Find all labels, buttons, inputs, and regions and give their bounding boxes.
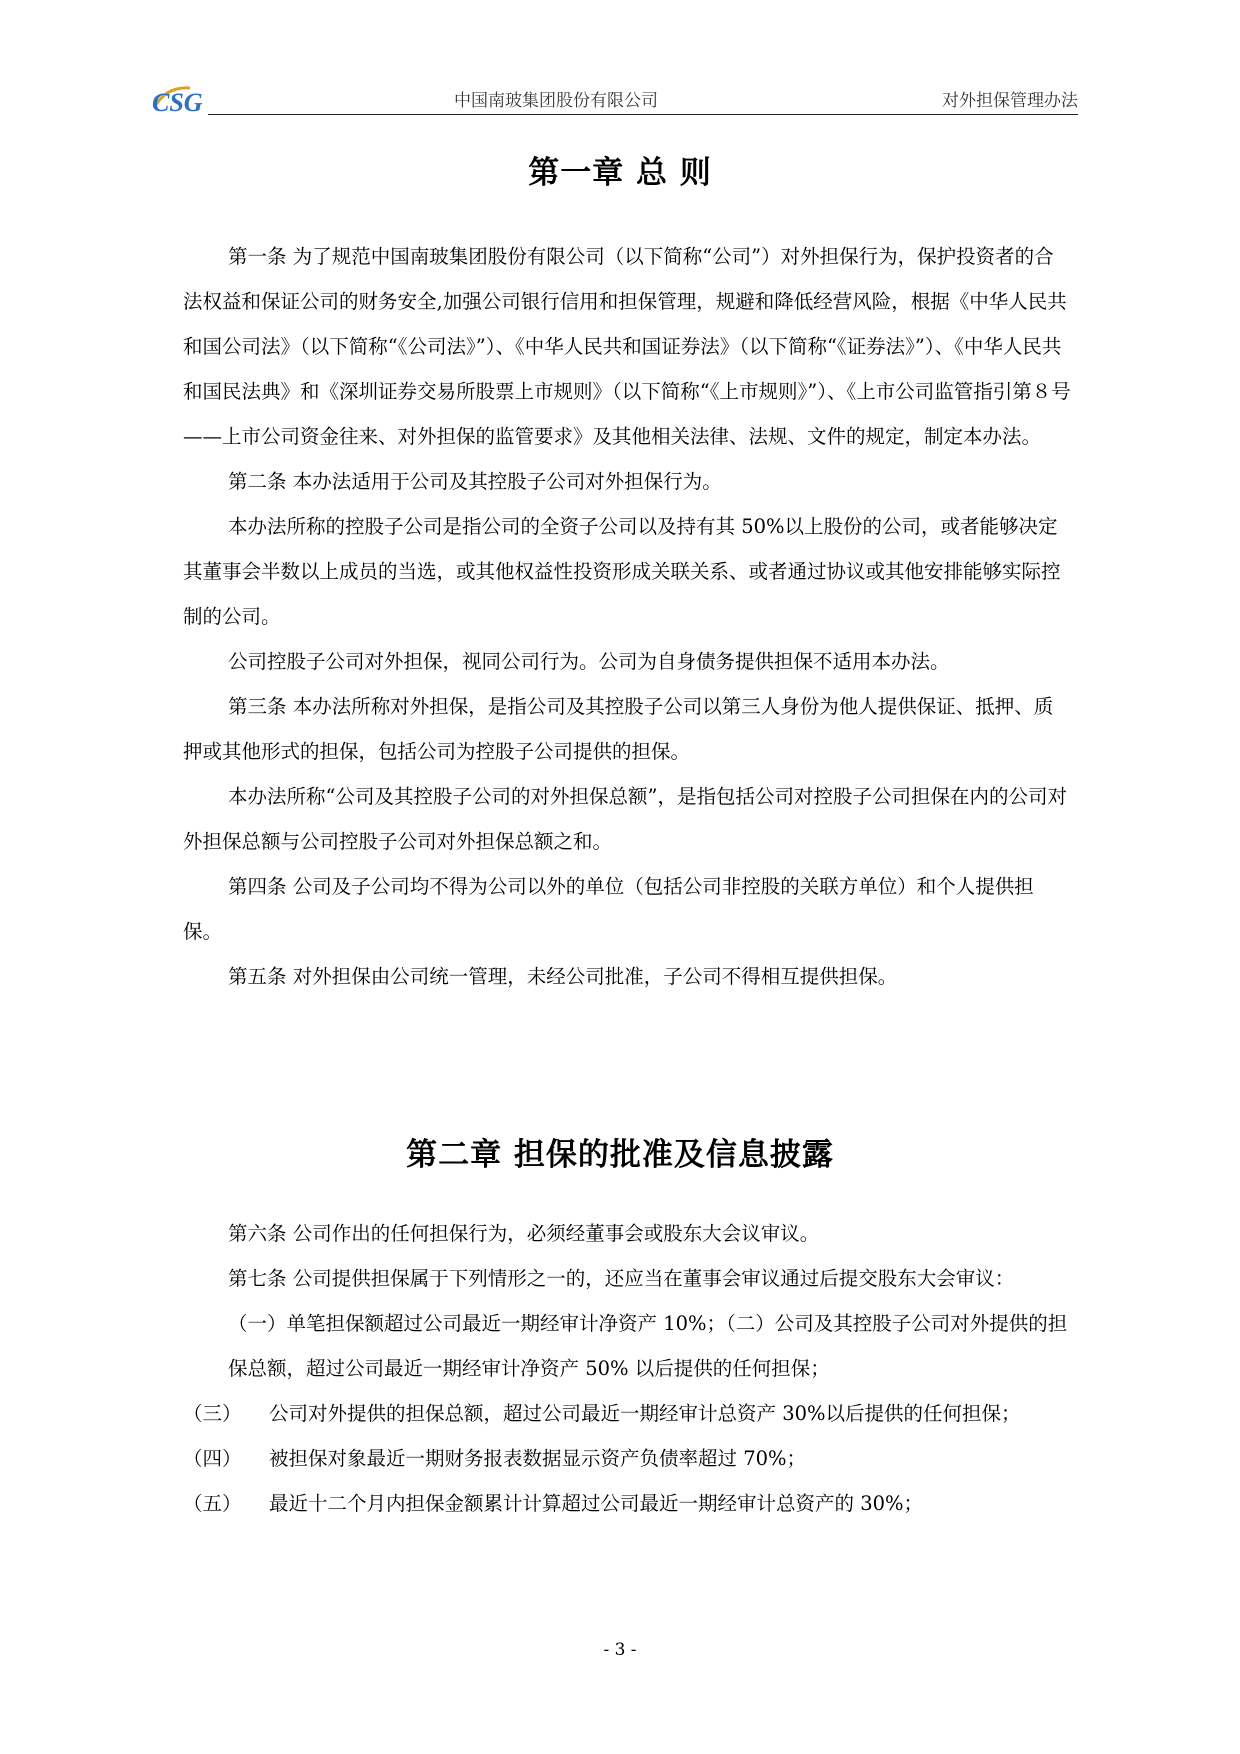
item-number: （四） — [183, 1447, 242, 1470]
article-7: 第七条 公司提供担保属于下列情形之一的，还应当在董事会审议通过后提交股东大会审议： — [228, 1267, 1015, 1290]
article-7-item-5 — [183, 1481, 1071, 1526]
article-2-para-2: 本办法所称的控股子公司是指公司的全资子公司以及持有其 50%以上股份的公司，或者能够决定其董事会半数以上成员的当选，或其他权益性投资形成关联关系、或者通过协议或其他安排能够实际控制的公司。 — [183, 515, 1061, 628]
chapter-2-title: 第二章 担保的批准及信息披露 — [406, 1137, 834, 1173]
chapter-1-title: 第一章 总 则 — [528, 155, 712, 191]
header-rule — [208, 114, 1078, 115]
svg-text:CSG: CSG — [152, 88, 203, 116]
item-text: 被担保对象最近一期财务报表数据显示资产负债率超过 70%； — [269, 1447, 807, 1470]
page-number: - 3 - — [603, 1640, 637, 1660]
article-7-item-4 — [183, 1436, 1071, 1481]
article-3-para-2: 本办法所称“公司及其控股子公司的对外担保总额”，是指包括公司对控股子公司担保在内的公司对外担保总额与公司控股子公司对外担保总额之和。 — [183, 785, 1067, 853]
chapter-1-body — [183, 234, 1071, 999]
article-7-item-3 — [183, 1391, 1071, 1436]
item-text: 公司对外提供的担保总额，超过公司最近一期经审计总资产 30%以后提供的任何担保； — [269, 1402, 1021, 1425]
company-name: 中国南玻集团股份有限公司 — [454, 91, 658, 111]
document-title: 对外担保管理办法 — [942, 91, 1078, 111]
article-2: 第二条 本办法适用于公司及其控股子公司对外担保行为。 — [228, 470, 722, 493]
item-number: （五） — [183, 1492, 242, 1515]
article-5: 第五条 对外担保由公司统一管理，未经公司批准，子公司不得相互提供担保。 — [228, 965, 898, 988]
article-7-items-1-2: （一）单笔担保额超过公司最近一期经审计净资产 10%；（二）公司及其控股子公司对外提供的担保总额，超过公司最近一期经审计净资产 50% 以后提供的任何担保； — [228, 1312, 1068, 1380]
company-logo — [150, 82, 206, 116]
article-2-para-3: 公司控股子公司对外担保，视同公司行为。公司为自身债务提供担保不适用本办法。 — [228, 650, 950, 673]
article-4: 第四条 公司及子公司均不得为公司以外的单位（包括公司非控股的关联方单位）和个人提供担保。 — [183, 875, 1034, 943]
chapter-2-body — [183, 1211, 1071, 1526]
item-number: （三） — [183, 1402, 242, 1425]
item-text: 最近十二个月内担保金额累计计算超过公司最近一期经审计总资产的 30%； — [269, 1492, 924, 1515]
article-3: 第三条 本办法所称对外担保，是指公司及其控股子公司以第三人身份为他人提供保证、抵押、质押或其他形式的担保，包括公司为控股子公司提供的担保。 — [183, 695, 1054, 763]
page-header — [150, 80, 1078, 118]
article-6: 第六条 公司作出的任何担保行为，必须经董事会或股东大会议审议。 — [228, 1222, 820, 1245]
article-1: 第一条 为了规范中国南玻集团股份有限公司（以下简称“公司”）对外担保行为，保护投资者的合法权益和保证公司的财务安全,加强公司银行信用和担保管理，规避和降低经营风险，根据《中华人民共和国公司法》（以下简称“《公司法》”）、《中华人民共和国证券法》（以下简称“《证券法》”）、《中华人民共和国民法典》和《深圳证券交易所股票上市规则》（以下简称“《上市规则》”）、《上市公司监管指引第８号——上市公司资金往来、对外担保的监管要求》及其他相关法律、法规、文件的规定，制定本办法。 — [183, 245, 1071, 448]
